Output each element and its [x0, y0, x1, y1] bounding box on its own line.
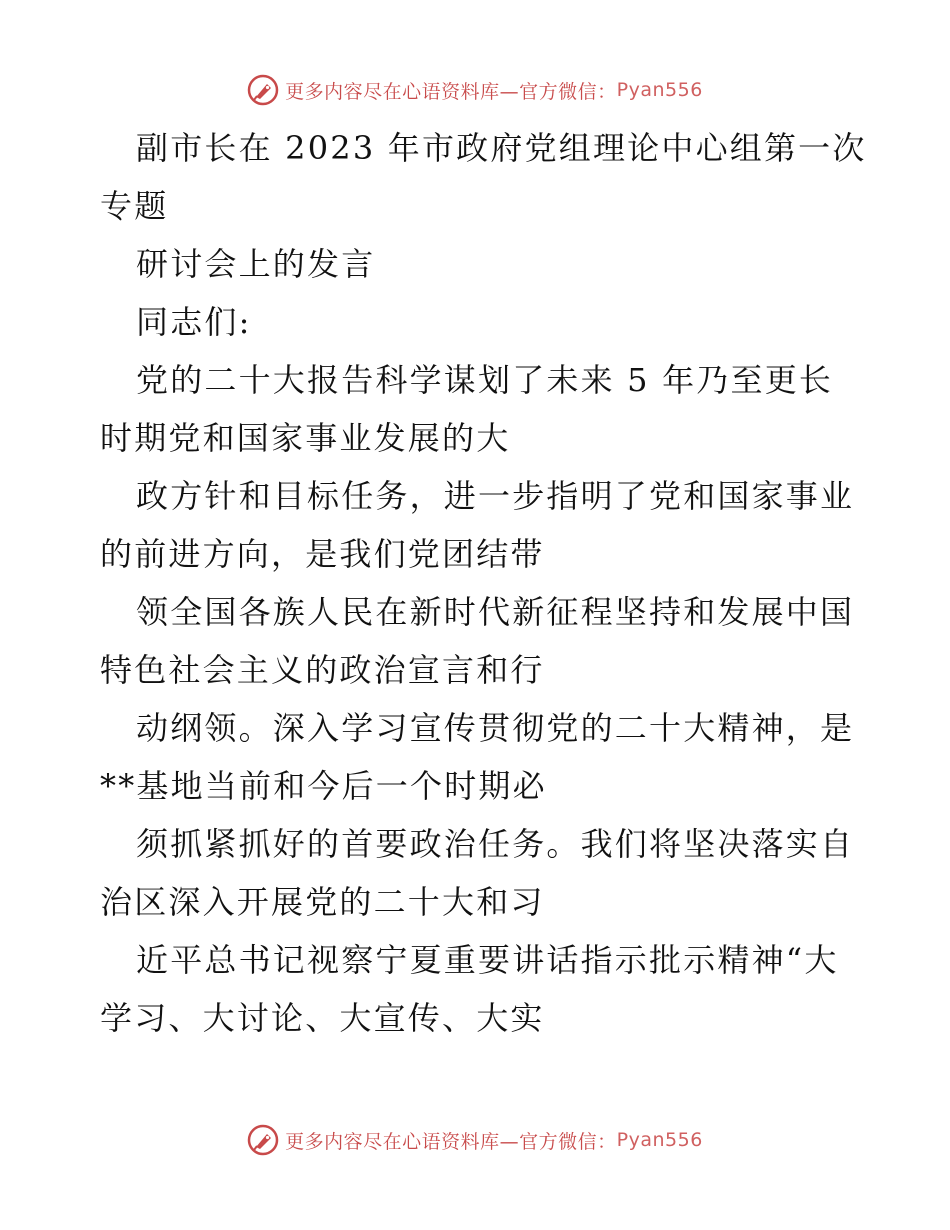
paragraph-line: 学习、大讨论、大宣传、大实 — [100, 999, 545, 1037]
watermark-wechat-id: Pyan556 — [616, 1129, 703, 1151]
watermark-text: 更多内容尽在心语资料库—官方微信： — [285, 80, 617, 103]
paragraph-line: 党的二十大报告科学谋划了未来 5 年乃至更长 — [136, 361, 834, 399]
watermark-text: 更多内容尽在心语资料库—官方微信： — [285, 1130, 617, 1153]
pen-nib-icon — [247, 1124, 279, 1156]
paragraph-line: 的前进方向，是我们党团结带 — [100, 535, 545, 573]
salutation: 同志们: — [136, 303, 252, 341]
paragraph-line: 动纲领。深入学习宣传贯彻党的二十大精神，是 — [136, 709, 855, 747]
paragraph-line: 近平总书记视察宁夏重要讲话指示批示精神“大 — [136, 941, 839, 979]
paragraph-line: 须抓紧抓好的首要政治任务。我们将坚决落实自 — [136, 825, 855, 863]
header-watermark — [0, 70, 950, 110]
paragraph-line: 特色社会主义的政治宣言和行 — [100, 651, 545, 689]
watermark-wechat-id: Pyan556 — [616, 79, 703, 101]
paragraph-line: **基地当前和今后一个时期必 — [100, 767, 547, 805]
paragraph-line: 政方针和目标任务，进一步指明了党和国家事业 — [136, 477, 855, 515]
title-line-2: 专题 — [100, 187, 169, 225]
paragraph-line: 领全国各族人民在新时代新征程坚持和发展中国 — [136, 593, 855, 631]
paragraph-line: 时期党和国家事业发展的大 — [100, 419, 511, 457]
title-line-1: 副市长在 2023 年市政府党组理论中心组第一次 — [136, 129, 867, 167]
paragraph-line: 治区深入开展党的二十大和习 — [100, 883, 545, 921]
pen-nib-icon — [247, 74, 279, 106]
title-line-3: 研讨会上的发言 — [136, 245, 376, 283]
footer-watermark — [0, 1120, 950, 1160]
